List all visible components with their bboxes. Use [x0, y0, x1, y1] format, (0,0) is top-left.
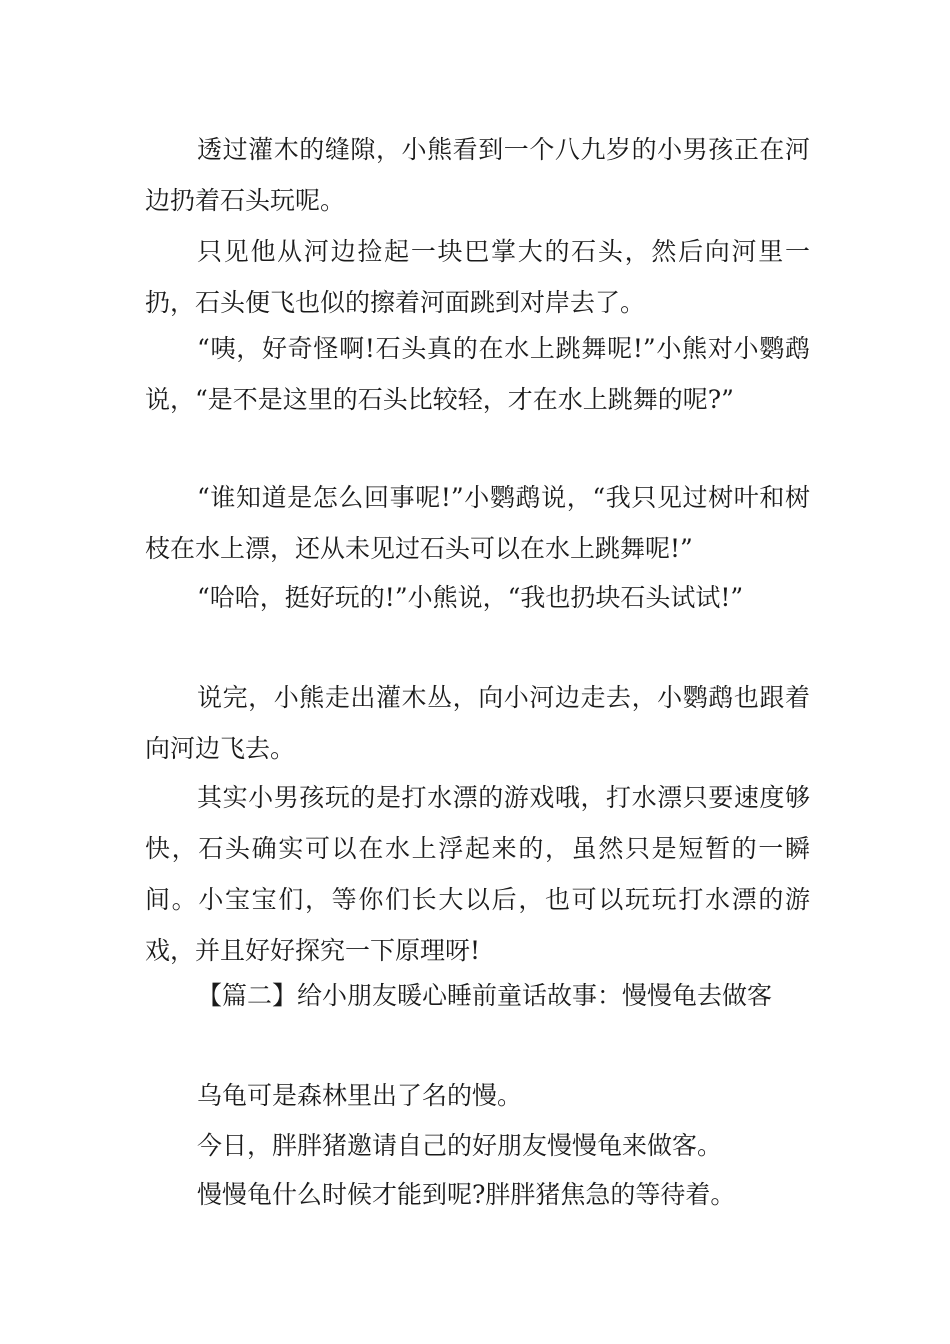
paragraph-1: 透过灌木的缝隙，小熊看到一个八九岁的小男孩正在河边扔着石头玩呢。	[145, 135, 810, 215]
paragraph-6: 说完，小熊走出灌木丛，向小河边走去，小鹦鹉也跟着向河边飞去。	[145, 683, 810, 763]
paragraph-2: 只见他从河边捡起一块巴掌大的石头，然后向河里一扔，石头便飞也似的擦着河面跳到对岸去了。	[145, 237, 810, 317]
paragraph-7: 其实小男孩玩的是打水漂的游戏哦，打水漂只要速度够快，石头确实可以在水上浮起来的，虽然只是短暂的一瞬间。小宝宝们，等你们长大以后，也可以玩玩打水漂的游戏，并且好好探究一下原理呀!	[145, 783, 810, 965]
paragraph-4: “谁知道是怎么回事呢!”小鹦鹉说，“我只见过树叶和树枝在水上漂，还从未见过石头可以在水上跳舞呢!”	[145, 483, 810, 563]
paragraph-5: “哈哈，挺好玩的!”小熊说，“我也扔块石头试试!”	[197, 583, 744, 612]
story2-paragraph-3: 慢慢龟什么时候才能到呢?胖胖猪焦急的等待着。	[197, 1180, 736, 1209]
section-title: 【篇二】给小朋友暖心睡前童话故事：慢慢龟去做客	[197, 981, 773, 1010]
story2-paragraph-1: 乌龟可是森林里出了名的慢。	[197, 1081, 523, 1110]
paragraph-3: “咦，好奇怪啊!石头真的在水上跳舞呢!”小熊对小鹦鹉说，“是不是这里的石头比较轻，才在水上跳舞的呢?”	[145, 334, 810, 414]
story2-paragraph-2: 今日，胖胖猪邀请自己的好朋友慢慢龟来做客。	[197, 1131, 723, 1160]
